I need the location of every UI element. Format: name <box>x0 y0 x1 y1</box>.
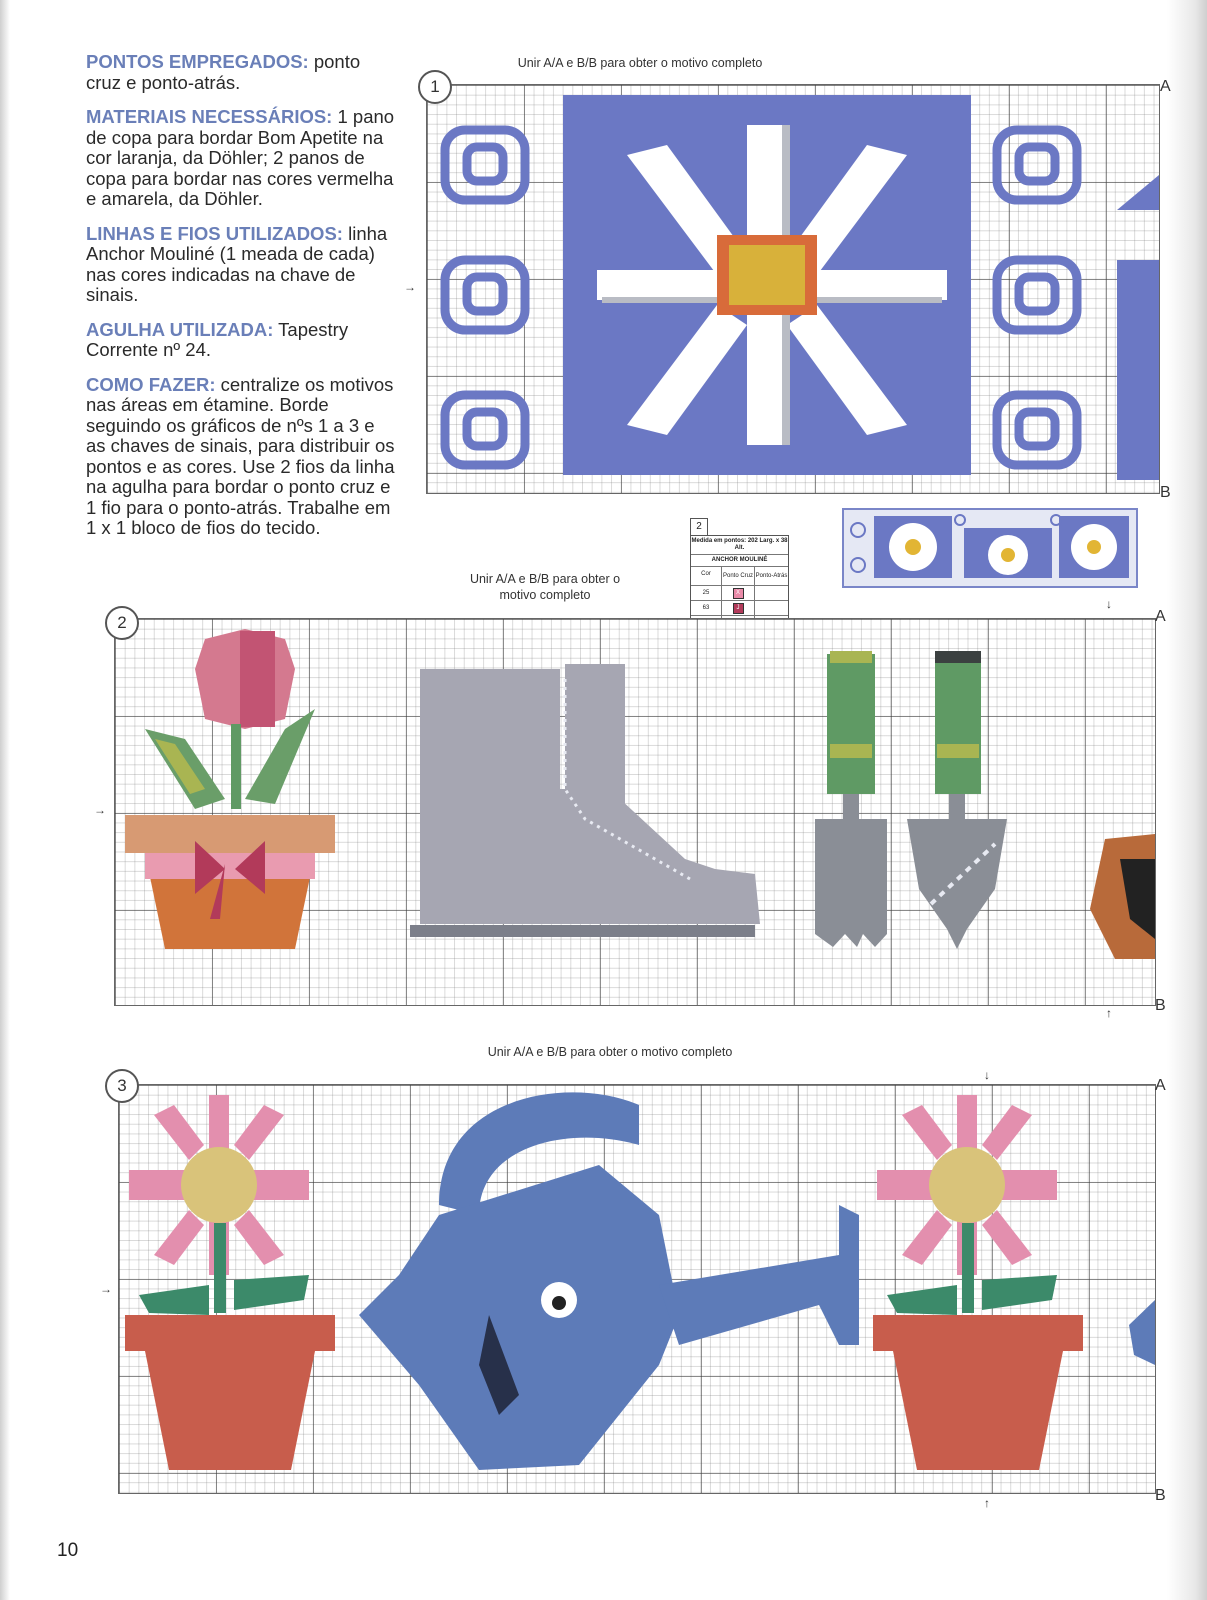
key-backstitch-cell <box>755 586 788 600</box>
tulip-pot <box>125 629 335 949</box>
chart2-top-arrow: ↓ <box>1106 597 1112 611</box>
pontos-paragraph <box>86 52 396 93</box>
chart2-edge-motif <box>1090 834 1155 959</box>
chart1-label-a: A <box>1160 78 1171 95</box>
agulha-text: Tapestry Corrente nº 24. <box>86 318 349 360</box>
chart1-caption: Unir A/A e B/B para obter o motivo completo <box>517 56 763 70</box>
chart1-edge-triangle <box>1117 175 1159 210</box>
garden-fork <box>815 651 887 947</box>
stitched-sample-photo <box>842 508 1138 588</box>
chart3-grid <box>118 1084 1156 1494</box>
chart3-bottom-arrow: ↑ <box>984 1496 990 1510</box>
chart2-caption: Unir A/A e B/B para obter o motivo completo <box>469 572 621 602</box>
chart3-top-arrow: ↓ <box>984 1068 990 1082</box>
chart2-motif <box>115 619 1155 1005</box>
agulha-heading: AGULHA UTILIZADA: <box>86 318 274 340</box>
key-swatch-cell <box>722 586 755 600</box>
instructions-block <box>86 52 396 553</box>
watering-can <box>359 1092 859 1470</box>
chart1-motif <box>427 85 1159 493</box>
chart3-number: 3 <box>105 1069 139 1103</box>
boot <box>410 664 760 937</box>
como-paragraph <box>86 375 396 539</box>
chart3-caption: Unir A/A e B/B para obter o motivo completo <box>487 1045 733 1059</box>
garden-trowel <box>907 651 1007 949</box>
chart2-grid <box>114 618 1156 1006</box>
key-col-cor: Cor <box>691 567 722 585</box>
sample-illustration <box>844 510 1136 586</box>
key-col-ponto-atras: Ponto-Atrás <box>755 573 788 579</box>
chart2-label-b: B <box>1155 997 1166 1014</box>
chart1-grid <box>426 84 1160 494</box>
pontos-text: ponto cruz e ponto-atrás. <box>86 51 361 93</box>
chart3-label-a: A <box>1155 1077 1166 1094</box>
chart1-center-arrow: → <box>404 280 416 294</box>
linhas-text: linha Anchor Mouliné (1 meada de cada) nas cores indicadas na chave de sinais. <box>86 222 388 305</box>
chart1-number: 1 <box>418 70 452 104</box>
key-col-ponto-cruz: Ponto Cruz <box>722 567 755 585</box>
key-row <box>691 586 788 601</box>
page-number: 10 <box>57 1540 79 1561</box>
key-cor: 63 <box>691 601 722 615</box>
page-gutter <box>0 0 10 1600</box>
key-number: 2 <box>690 518 708 536</box>
materiais-text: 1 pano de copa para bordar Bom Apetite na cor laranja, da Döhler; 2 panos de copa para bordar nas cores vermelha e amarela, da Döhler. <box>86 106 395 209</box>
chart2-bottom-arrow: ↑ <box>1106 1006 1112 1020</box>
flower-pot-right <box>873 1095 1083 1470</box>
key-brand: ANCHOR MOULINÉ <box>691 555 788 567</box>
flower-pot-left <box>125 1095 335 1470</box>
daisy-center <box>729 245 805 305</box>
key-header-row <box>691 567 788 586</box>
como-text: centralize os motivos nas áreas em étamine. Borde seguindo os gráficos de nºs 1 a 3 e as chaves de sinais, para distribuir os pontos e as cores. Use 2 fios da linha na agulha para bordar o ponto cruz e 1 fio para o ponto-atrás. Trabalhe em 1 x 1 bloco de fios do tecido. <box>86 373 395 538</box>
key-cor: 25 <box>691 586 722 600</box>
linhas-paragraph <box>86 224 396 306</box>
materiais-paragraph <box>86 107 396 210</box>
chart3-center-arrow: → <box>100 1282 112 1296</box>
chart3-label-b: B <box>1155 1487 1166 1504</box>
chart2-label-a: A <box>1155 608 1166 625</box>
chart1-label-b: B <box>1160 484 1171 501</box>
key-swatch: J <box>733 603 744 614</box>
como-heading: COMO FAZER: <box>86 373 216 395</box>
page-edge <box>1167 0 1207 1600</box>
key-measure: Medida em pontos: 202 Larg. x 38 Alt. <box>691 536 788 555</box>
materiais-heading: MATERIAIS NECESSÁRIOS: <box>86 106 333 127</box>
chart3-edge-motif <box>1129 1300 1155 1365</box>
linhas-heading: LINHAS E FIOS UTILIZADOS: <box>86 222 343 244</box>
agulha-paragraph <box>86 320 396 361</box>
pontos-heading: PONTOS EMPREGADOS: <box>86 51 309 72</box>
key-backstitch-cell <box>755 601 788 615</box>
key-swatch: X <box>733 588 744 599</box>
chart1-edge-panel <box>1117 260 1159 480</box>
key-row <box>691 601 788 616</box>
chart3-motif <box>119 1085 1155 1493</box>
chart2-center-arrow: → <box>94 803 106 817</box>
key-swatch-cell <box>722 601 755 615</box>
chart2-number: 2 <box>105 606 139 640</box>
